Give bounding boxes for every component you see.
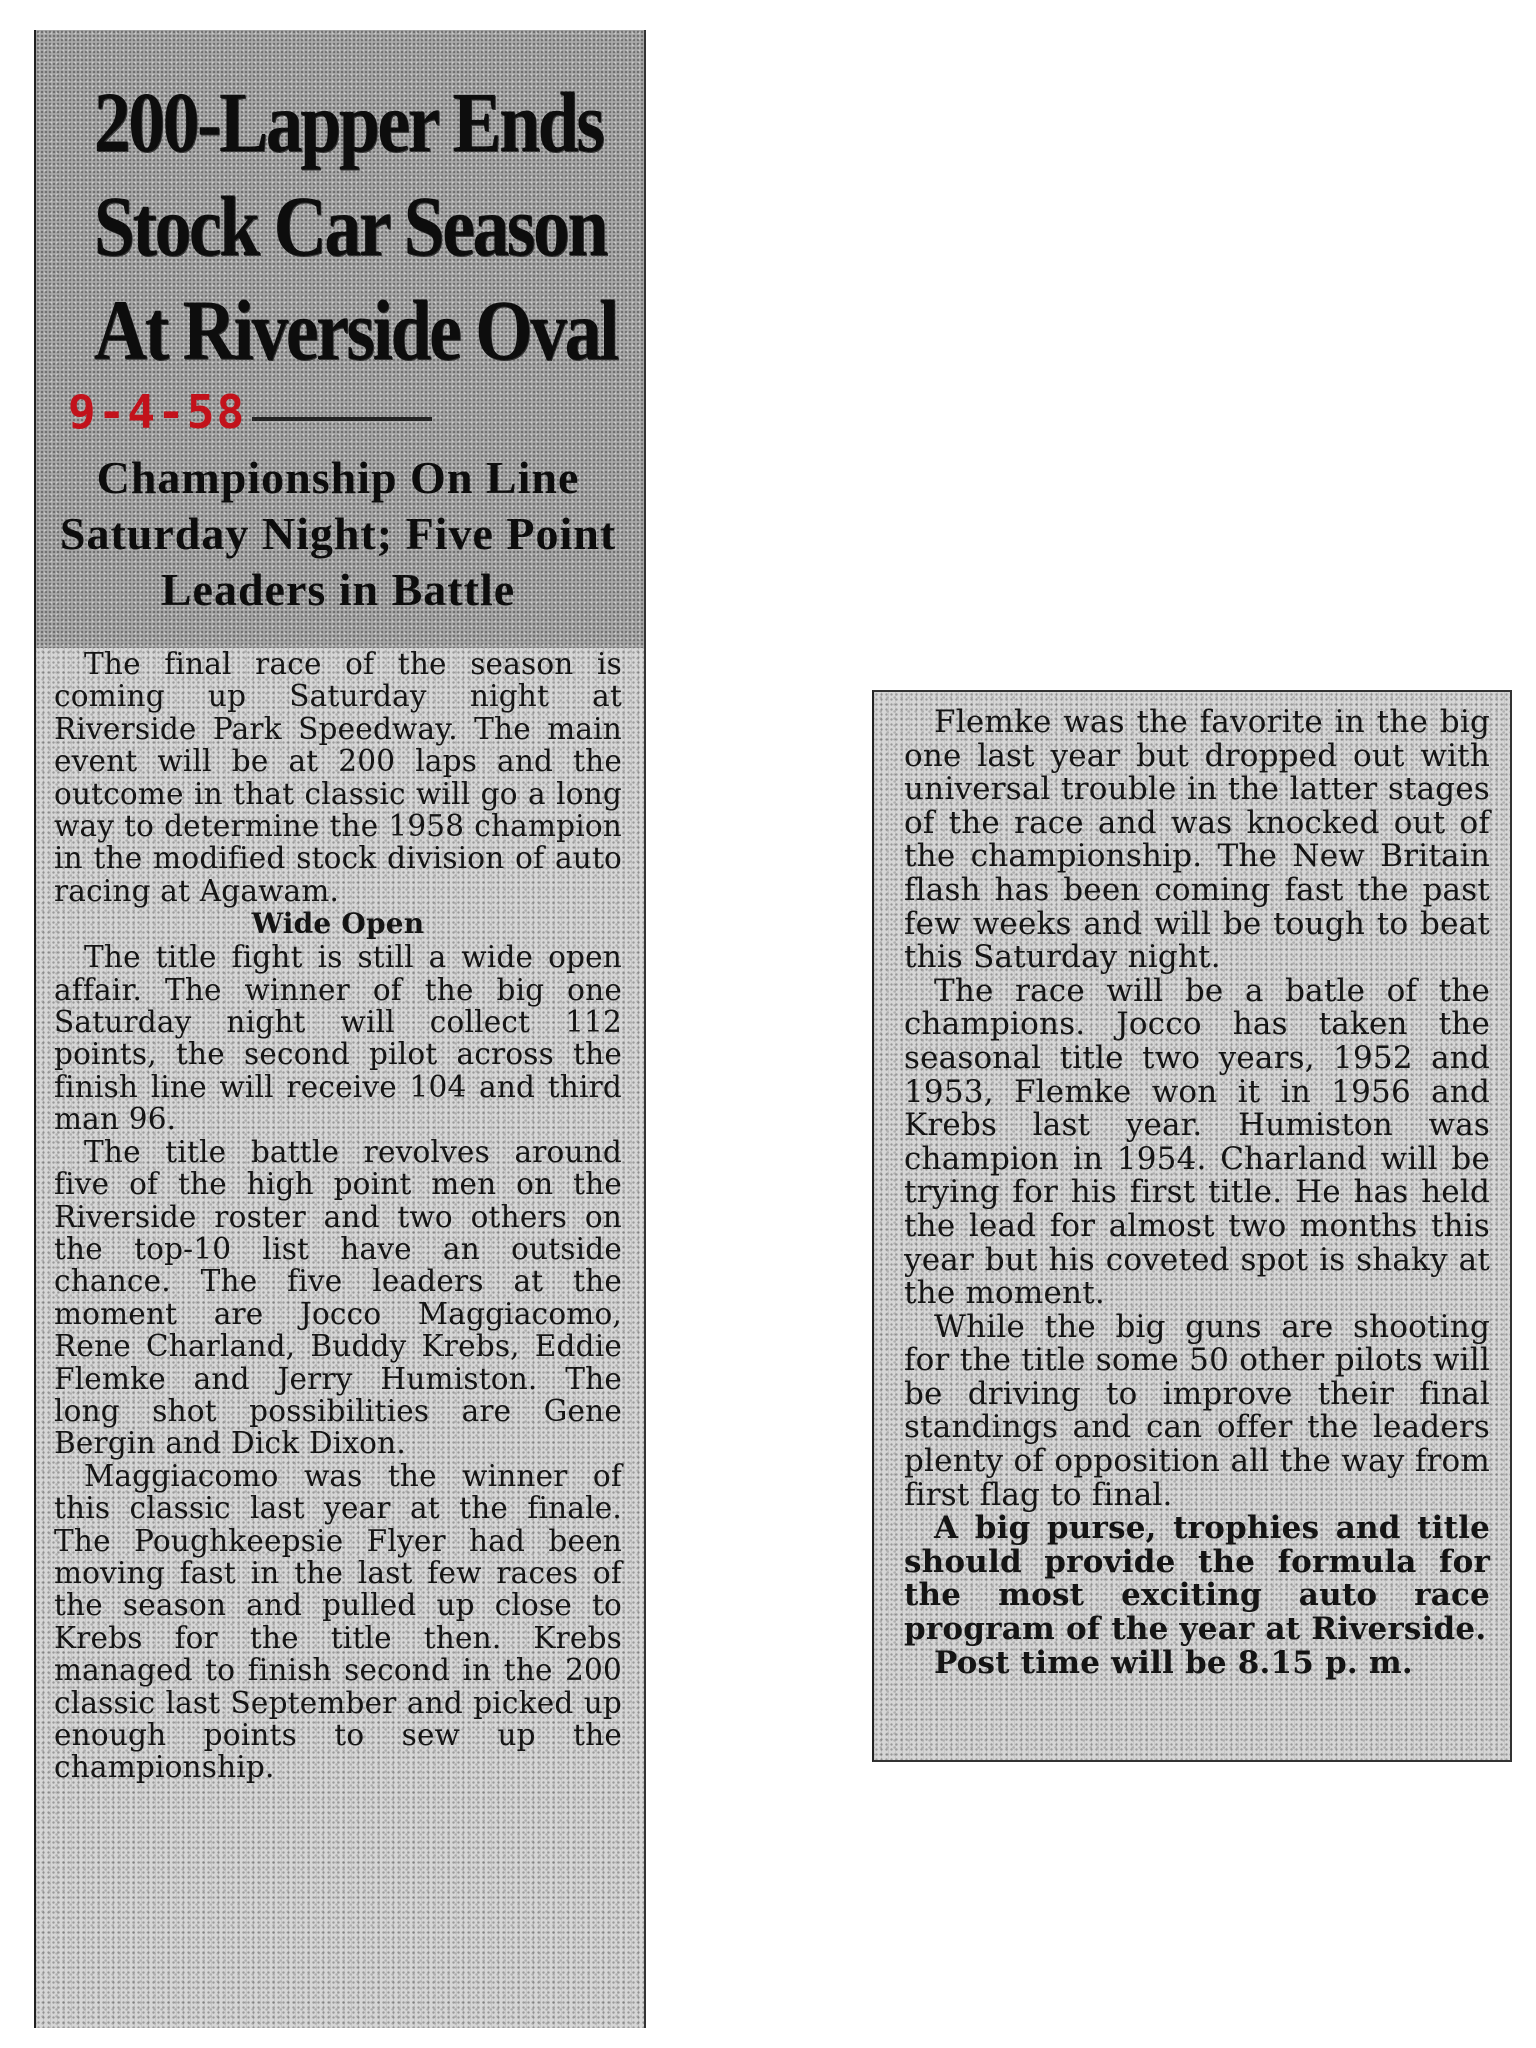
headline-line-2: Stock Car Season [93, 178, 606, 274]
article-clipping-left-column [34, 30, 646, 2028]
paragraph-intro: The final race of the season is coming up Saturday night at Riverside Park Speedway. The main event will be at 200 laps and the outcome in that classic will go a long way to determine the 1958 champion in the modified stock division of auto racing at Agawam. [54, 647, 622, 908]
headline-line-1: 200-Lapper Ends [93, 74, 603, 170]
paragraph-title-battle: The title battle revolves around five of the high point men on the Riverside roster and two others on the top-10 list have an outside chance. The five leaders at the moment are Jocco Maggiacomo, Rene Charland, Buddy Krebs, Eddie Flemke and Jerry Humiston. The long shot possibilities are Gene Bergin and Dick Dixon. [54, 1134, 622, 1461]
paragraph-flemke: Flemke was the favorite in the big one last year but dropped out with universal trouble in the latter stages of the race and was knocked out of the championship. The New Britain flash has been coming fast the past few weeks and will be tough to beat this Saturday night. [904, 704, 1490, 976]
date-underline-rule [252, 417, 432, 421]
paragraph-purse: A big purse, trophies and title should provide the formula for the most exciting auto race program of the year at Riverside. [904, 1510, 1490, 1648]
headline-block [36, 30, 644, 648]
paragraph-maggiacomo: Maggiacomo was the winner of this classic last year at the finale. The Poughkeepsie Flyer had been moving fast in the last few races of the season and pulled up close to Krebs for the title then. Krebs managed to finish second in the 200 classic last September and picked up enough points to sew up the championship. [54, 1458, 622, 1785]
article-body-left [54, 648, 622, 1784]
paragraph-champions: The race will be a batle of the champions. Jocco has taken the seasonal title two years, 1952 and 1953, Flemke won it in 1956 and Krebs last year. Humiston was champion in 1954. Charland will be trying for his first title. He has held the lead for almost two months this year but his coveted spot is shaky at the moment. [904, 972, 1490, 1312]
article-clipping-right-column [872, 690, 1512, 1762]
subheadline: Championship On Line Saturday Night; Five Point Leaders in Battle [59, 452, 617, 615]
paragraph-title-fight: The title fight is still a wide open affair. The winner of the big one Saturday night will collect 112 points, the second pilot across the finish line will receive 104 and third man 96. [54, 940, 622, 1137]
date-row [68, 382, 622, 442]
article-body-right [904, 706, 1490, 1680]
crosshead-wide-open: Wide Open [251, 907, 425, 941]
paragraph-big-guns: While the big guns are shooting for the title some 50 other pilots will be driving to improve their final standings and can offer the leaders plenty of opposition all the way from first flag to final. [904, 1308, 1490, 1513]
handwritten-date-stamp: 9-4-58 [68, 385, 247, 439]
post-time-line: Post time will be 8.15 p. m. [934, 1644, 1413, 1681]
headline-line-3: At Riverside Oval [93, 282, 617, 378]
